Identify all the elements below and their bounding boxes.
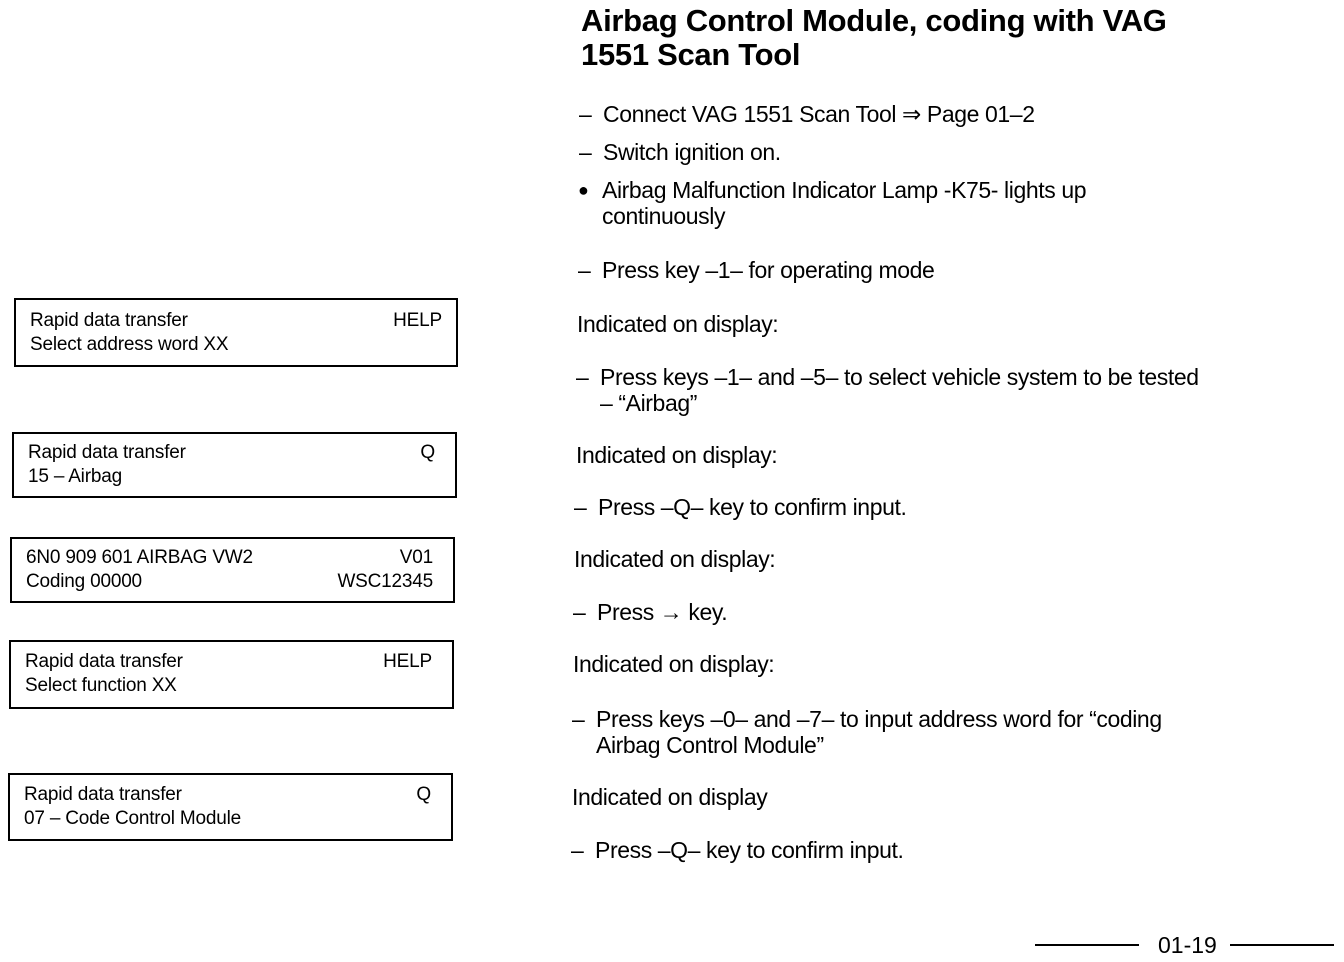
step-input-address-word	[572, 706, 1292, 758]
display-key-label: HELP	[393, 310, 442, 331]
display-text: Select function XX	[25, 675, 177, 696]
step-text: Press –Q– key to confirm input.	[598, 494, 907, 520]
display-line-2	[30, 333, 442, 357]
step-indicator-lamp	[578, 177, 1278, 229]
display-text: Rapid data transfer	[28, 442, 186, 463]
display-line-1	[26, 546, 433, 570]
step-text-line-2: – “Airbag”	[600, 390, 697, 416]
dash-marker: –	[579, 101, 592, 127]
display-key-label: Q	[416, 784, 431, 805]
display-box-select-function	[9, 640, 454, 709]
display-text: Select address word XX	[30, 334, 229, 355]
step-confirm-q-2	[571, 837, 1271, 863]
display-box-select-address-word	[14, 298, 458, 367]
step-confirm-q-1	[574, 494, 1274, 520]
indicated-on-display-1: Indicated on display:	[577, 311, 779, 337]
page-number: 01-19	[1158, 932, 1217, 958]
dash-marker: –	[579, 139, 592, 165]
dash-marker: –	[578, 257, 591, 283]
dash-marker: –	[573, 599, 586, 625]
step-text: Press key –1– for operating mode	[602, 257, 935, 283]
page-title-line-1: Airbag Control Module, coding with VAG	[581, 3, 1167, 38]
display-key-label: HELP	[383, 651, 432, 672]
step-text-line-1: Press keys –1– and –5– to select vehicle system to be tested	[600, 364, 1199, 390]
step-text: Switch ignition on.	[603, 139, 781, 165]
step-text	[602, 177, 1278, 229]
bullet-icon: ●	[578, 180, 589, 200]
display-key-label: WSC12345	[337, 571, 433, 592]
display-box-module-coding	[10, 537, 455, 603]
display-line-2	[28, 465, 441, 489]
display-key-label: Q	[420, 442, 435, 463]
display-line-1	[24, 783, 431, 807]
step-text-line-2: continuously	[602, 203, 726, 229]
footer-rule-right	[1230, 944, 1334, 946]
display-line-1	[28, 441, 441, 465]
step-text-line-2: Airbag Control Module”	[596, 732, 824, 758]
step-text: Press → key.	[597, 599, 728, 625]
display-line-2	[25, 674, 432, 698]
dash-marker: –	[576, 364, 589, 390]
display-key-label: V01	[399, 547, 433, 568]
indicated-on-display-3: Indicated on display:	[574, 546, 776, 572]
display-line-1	[25, 650, 432, 674]
step-connect-scan-tool	[579, 101, 1279, 127]
page-title	[581, 4, 1281, 72]
page-title-line-2: 1551 Scan Tool	[581, 37, 801, 72]
indicated-on-display-5: Indicated on display	[572, 784, 768, 810]
dash-marker: –	[572, 706, 585, 732]
display-text: 07 – Code Control Module	[24, 808, 242, 829]
step-switch-ignition	[579, 139, 1279, 165]
display-text: Rapid data transfer	[30, 310, 188, 331]
step-text-line-1: Press keys –0– and –7– to input address word for “coding	[596, 706, 1162, 732]
display-box-code-control-module	[8, 773, 453, 841]
display-box-airbag	[12, 432, 457, 498]
display-text: 6N0 909 601 AIRBAG VW2	[26, 547, 253, 568]
display-text: Rapid data transfer	[25, 651, 183, 672]
step-text: Press –Q– key to confirm input.	[595, 837, 904, 863]
display-text: Rapid data transfer	[24, 784, 182, 805]
step-press-key-1	[578, 257, 1278, 283]
indicated-on-display-4: Indicated on display:	[573, 651, 775, 677]
display-line-1	[30, 309, 442, 333]
step-select-vehicle-system	[576, 364, 1296, 416]
dash-marker: –	[574, 494, 587, 520]
display-text: Coding 00000	[26, 571, 142, 592]
display-text: 15 – Airbag	[28, 466, 122, 487]
display-line-2	[24, 807, 431, 831]
indicated-on-display-2: Indicated on display:	[576, 442, 778, 468]
step-text	[600, 364, 1296, 416]
step-text	[596, 706, 1292, 758]
footer-rule-left	[1035, 944, 1139, 946]
dash-marker: –	[571, 837, 584, 863]
step-press-arrow	[573, 599, 1273, 625]
step-text-line-1: Airbag Malfunction Indicator Lamp -K75- lights up	[602, 177, 1087, 203]
display-line-2	[26, 570, 433, 594]
step-text: Connect VAG 1551 Scan Tool ⇒ Page 01–2	[603, 101, 1035, 127]
